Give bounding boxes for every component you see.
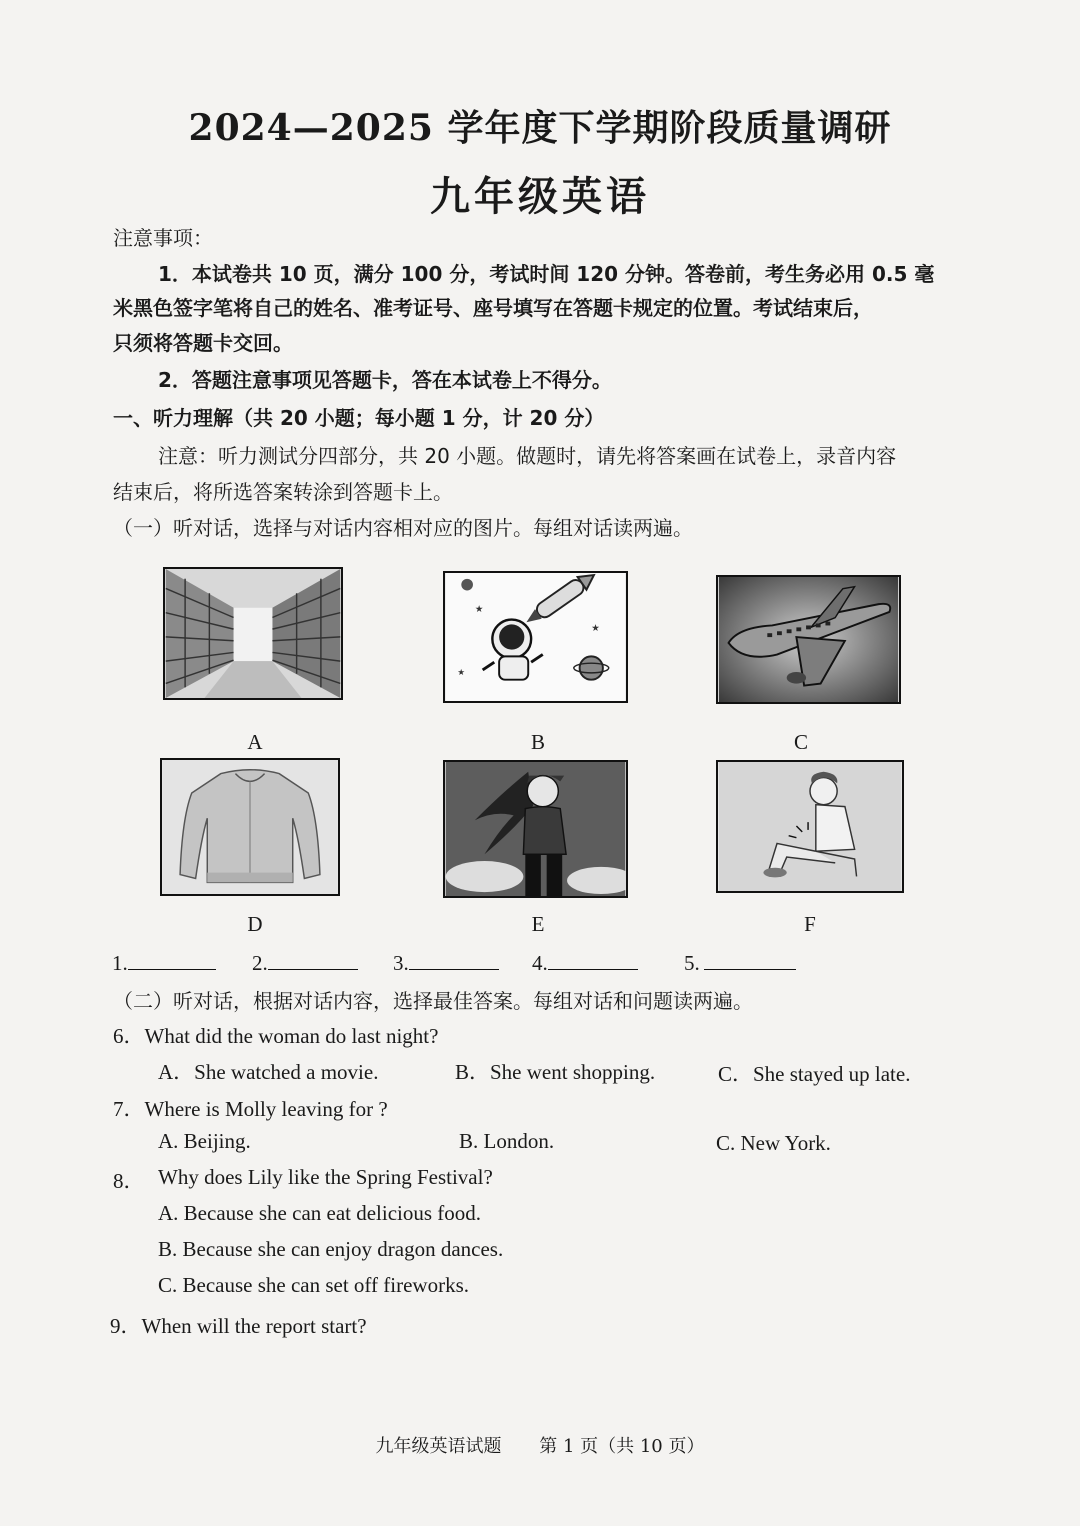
- picture-e-label: E: [531, 912, 545, 936]
- question-7-stem: 7．Where is Molly leaving for ?: [113, 1097, 388, 1121]
- notes-heading: 注意事项：: [113, 226, 213, 250]
- astronaut-space-picture: [443, 571, 628, 703]
- picture-b-label: B: [530, 730, 545, 754]
- question-6-option-b[interactable]: B．She went shopping.: [455, 1060, 656, 1084]
- answer-blank-5[interactable]: [684, 948, 796, 976]
- answer-blank-4[interactable]: [532, 948, 638, 976]
- question-8-option-b[interactable]: B. Because she can enjoy dragon dances.: [158, 1237, 504, 1261]
- question-8-option-c[interactable]: C. Because she can set off fireworks.: [158, 1273, 470, 1297]
- note-1-line-3: 只须将答题卡交回。: [113, 331, 293, 355]
- section-1-note-line-1: 注意：听力测试分四部分，共 20 小题。做题时，请先将答案画在试卷上，录音内容: [158, 444, 897, 468]
- svg-text:★: ★: [591, 623, 600, 635]
- answer-blank-2[interactable]: [252, 948, 358, 976]
- answer-blank-2-number: 2.: [252, 951, 268, 975]
- answer-blank-3[interactable]: [393, 948, 499, 976]
- footer-page-number: 第 1 页（共 10 页）: [539, 1436, 705, 1457]
- svg-text:★: ★: [474, 603, 484, 615]
- injured-knee-picture: [716, 760, 904, 893]
- answer-blank-3-number: 3.: [393, 951, 409, 975]
- section-1-heading: 一、听力理解（共 20 小题；每小题 1 分，计 20 分）: [113, 406, 605, 430]
- note-1-line-1: 1．本试卷共 10 页，满分 100 分，考试时间 120 分钟。答卷前，考生务必用 0.5 毫: [158, 262, 935, 286]
- note-1-line-2: 米黑色签字笔将自己的姓名、准考证号、座号填写在答题卡规定的位置。考试结束后，: [113, 296, 873, 320]
- jacket-picture: [160, 758, 340, 896]
- question-7-option-a[interactable]: A. Beijing.: [158, 1129, 251, 1153]
- question-8-option-a[interactable]: A. Because she can eat delicious food.: [158, 1201, 482, 1225]
- part-1-instruction: （一）听对话，选择与对话内容相对应的图片。每组对话读两遍。: [113, 516, 693, 540]
- picture-c-label: C: [793, 730, 808, 754]
- answer-blank-1[interactable]: [112, 948, 216, 976]
- question-6-option-a[interactable]: A．She watched a movie.: [158, 1060, 379, 1084]
- page-footer: [0, 1432, 1080, 1458]
- part-2-instruction: （二）听对话，根据对话内容，选择最佳答案。每组对话和问题读两遍。: [113, 989, 753, 1013]
- picture-d-label: D: [247, 912, 263, 936]
- picture-a-label: A: [247, 730, 263, 754]
- question-7-option-c[interactable]: C. New York.: [716, 1131, 831, 1155]
- question-8-number: 8．: [113, 1169, 145, 1193]
- exam-title: 2024—2025 学年度下学期阶段质量调研: [188, 107, 892, 149]
- exam-subject: 九年级英语: [430, 173, 650, 220]
- answer-blank-1-number: 1.: [112, 951, 128, 975]
- question-6-option-c[interactable]: C．She stayed up late.: [718, 1062, 911, 1086]
- picture-f-label: F: [804, 912, 816, 936]
- section-1-note-line-2: 结束后，将所选答案转涂到答题卡上。: [113, 480, 453, 504]
- airplane-picture: [716, 575, 901, 704]
- answer-blank-5-number: 5.: [684, 951, 700, 975]
- question-9-stem: 9．When will the report start?: [110, 1314, 367, 1338]
- question-7-option-b[interactable]: B. London.: [459, 1129, 555, 1153]
- note-2: 2．答题注意事项见答题卡，答在本试卷上不得分。: [158, 368, 612, 392]
- running-girl-picture: [443, 760, 628, 898]
- answer-blank-4-number: 4.: [532, 951, 548, 975]
- library-bookshelves-picture: [163, 567, 343, 700]
- svg-text:★: ★: [457, 667, 466, 678]
- footer-exam-name: 九年级英语试题: [375, 1436, 502, 1457]
- question-6-stem: 6．What did the woman do last night?: [113, 1024, 439, 1048]
- question-8-stem: Why does Lily like the Spring Festival?: [158, 1165, 493, 1189]
